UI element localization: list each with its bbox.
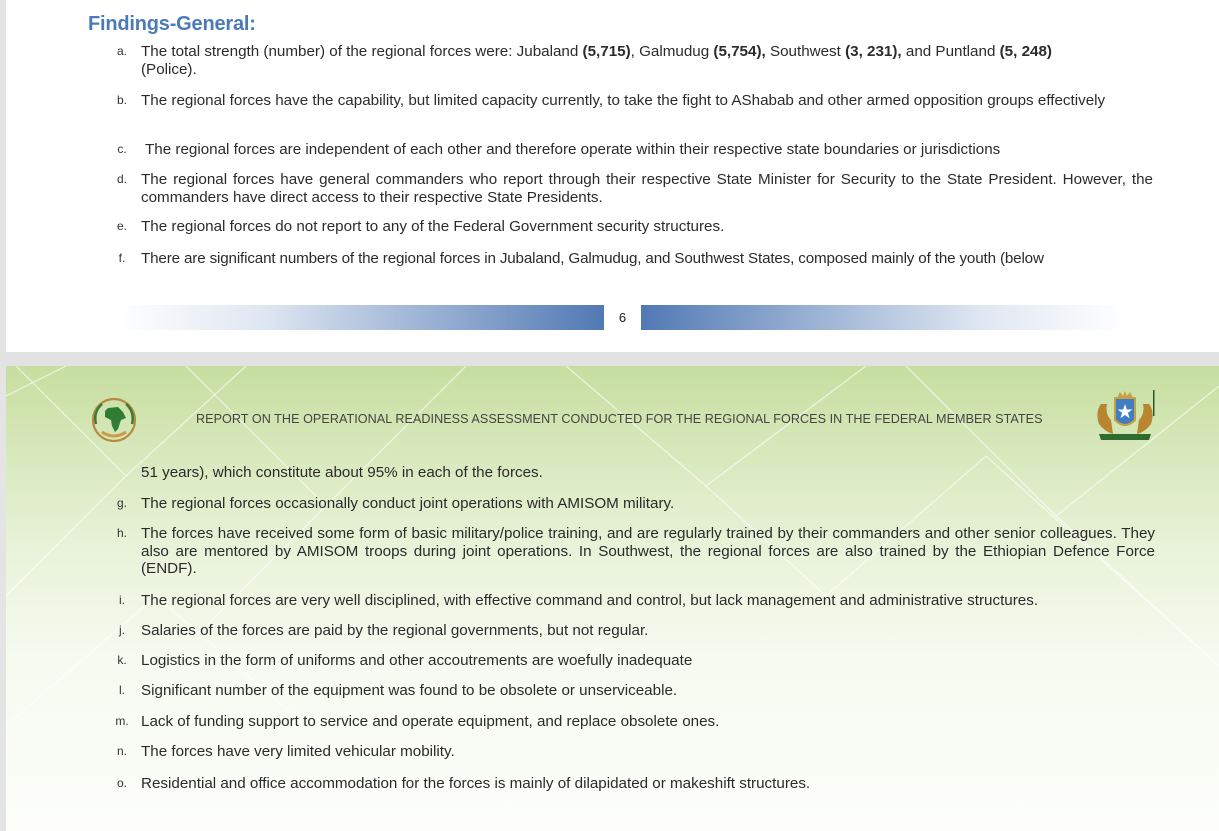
somalia-coat-of-arms	[1093, 390, 1157, 442]
southwest-count: (3, 231),	[845, 43, 902, 60]
list-letter: l.	[119, 683, 125, 697]
document-page-6	[6, 0, 1219, 352]
list-letter: b.	[116, 93, 127, 107]
list-text: The regional forces have the capability, but limited capacity currently, to take the fight to AShabab and other armed opposition groups effectively	[141, 92, 1106, 109]
list-text: Residential and office accommodation for the forces is mainly of dilapidated or makeshift structures.	[141, 775, 811, 792]
list-letter: j.	[119, 623, 125, 637]
footer-bar-right	[641, 305, 1126, 330]
list-letter: h.	[116, 526, 127, 540]
list-letter: a.	[116, 44, 127, 58]
list-letter: e.	[116, 219, 127, 233]
list-text: The total strength (number) of the regional forces were: Jubaland (5,715), Galmudug (5,754), Southwest (3, 231), and Puntland (5, 248) (Police).	[141, 43, 1052, 78]
puntland-count: (5, 248)	[999, 43, 1052, 60]
list-text: The regional forces do not report to any of the Federal Government security structures.	[141, 218, 725, 235]
jubaland-count: (5,715)	[582, 43, 631, 60]
list-text: There are significant numbers of the regional forces in Jubaland, Galmudug, and Southwest States, composed mainly of the youth (below	[141, 250, 1044, 267]
list-text: Lack of funding support to service and operate equipment, and replace obsolete ones.	[141, 713, 720, 730]
list-text: The regional forces occasionally conduct joint operations with AMISOM military.	[141, 495, 675, 512]
list-text: Salaries of the forces are paid by the regional governments, but not regular.	[141, 622, 649, 639]
page-footer	[6, 305, 1219, 330]
page-number: 6	[618, 310, 627, 325]
footer-bar-left	[116, 305, 604, 330]
list-text: The forces have very limited vehicular mobility.	[141, 743, 455, 760]
list-text: The regional forces have general commanders who report through their respective State Minister for Security to the State President. However, the commanders have direct access to their respective State Presidents.	[141, 171, 1153, 206]
list-letter: c.	[117, 142, 127, 156]
list-letter: k.	[117, 653, 127, 667]
document-page-7: REPORT ON THE OPERATIONAL READINESS ASSESSMENT CONDUCTED FOR THE REGIONAL FORCES IN THE FEDERAL MEMBER STATES 51 years), which constitute about 95% in each of the forces. g. The regional forces occasionally conduct joint operations with AMISOM military. h. The forces have received some form of basic military/police training, and are regularly trained by their commanders and other senior colleagues. They also are mentored by AMISOM troops during joint operations. In Southwest, the regional forces are also trained by the Ethiopian Defence Force (ENDF). i. The regional forces are very well disciplined, with effective command and control, but lack management and administrative structures. j. Salaries of the forces are paid by the regional governments, but not regular. k. Logistics in the form of uniforms and other accoutrements are woefully inadequate l. Significant number of the equipment was found to be obsolete or unserviceable. m. Lack of funding support to service and operate equipment, and replace obsolete ones. n. The forces have very limited vehicular mobility. o. Residential and office accommodation for the forces is mainly of dilapidated or makeshift structures.	[6, 366, 1219, 831]
list-letter: n.	[116, 744, 127, 758]
page-separator	[0, 352, 1219, 366]
list-letter: i.	[119, 593, 125, 607]
list-letter: g.	[116, 496, 127, 510]
list-text: Significant number of the equipment was found to be obsolete or unserviceable.	[141, 682, 678, 699]
list-letter: m.	[115, 714, 129, 728]
list-text: The regional forces are very well disciplined, with effective command and control, but lack management and administrative structures.	[141, 592, 1039, 609]
section-heading: Findings-General:	[88, 13, 256, 35]
list-letter: o.	[116, 776, 127, 790]
list-letter: d.	[116, 172, 127, 186]
list-letter: f.	[118, 251, 126, 265]
running-header: REPORT ON THE OPERATIONAL READINESS ASSESSMENT CONDUCTED FOR THE REGIONAL FORCES IN THE FEDERAL MEMBER STATES	[196, 412, 1043, 426]
list-text: The regional forces are independent of each other and therefore operate within their respective state boundaries or jurisdictions	[145, 141, 1001, 158]
galmudug-count: (5,754),	[713, 43, 766, 60]
list-text: The forces have received some form of basic military/police training, and are regularly trained by their commanders and other senior colleagues. They also are mentored by AMISOM troops during joint operations. In Southwest, the regional forces are also trained by the Ethiopian Defence Force (ENDF).	[141, 525, 1155, 577]
list-text: Logistics in the form of uniforms and other accoutrements are woefully inadequate	[141, 652, 693, 669]
african-union-logo	[90, 396, 138, 444]
